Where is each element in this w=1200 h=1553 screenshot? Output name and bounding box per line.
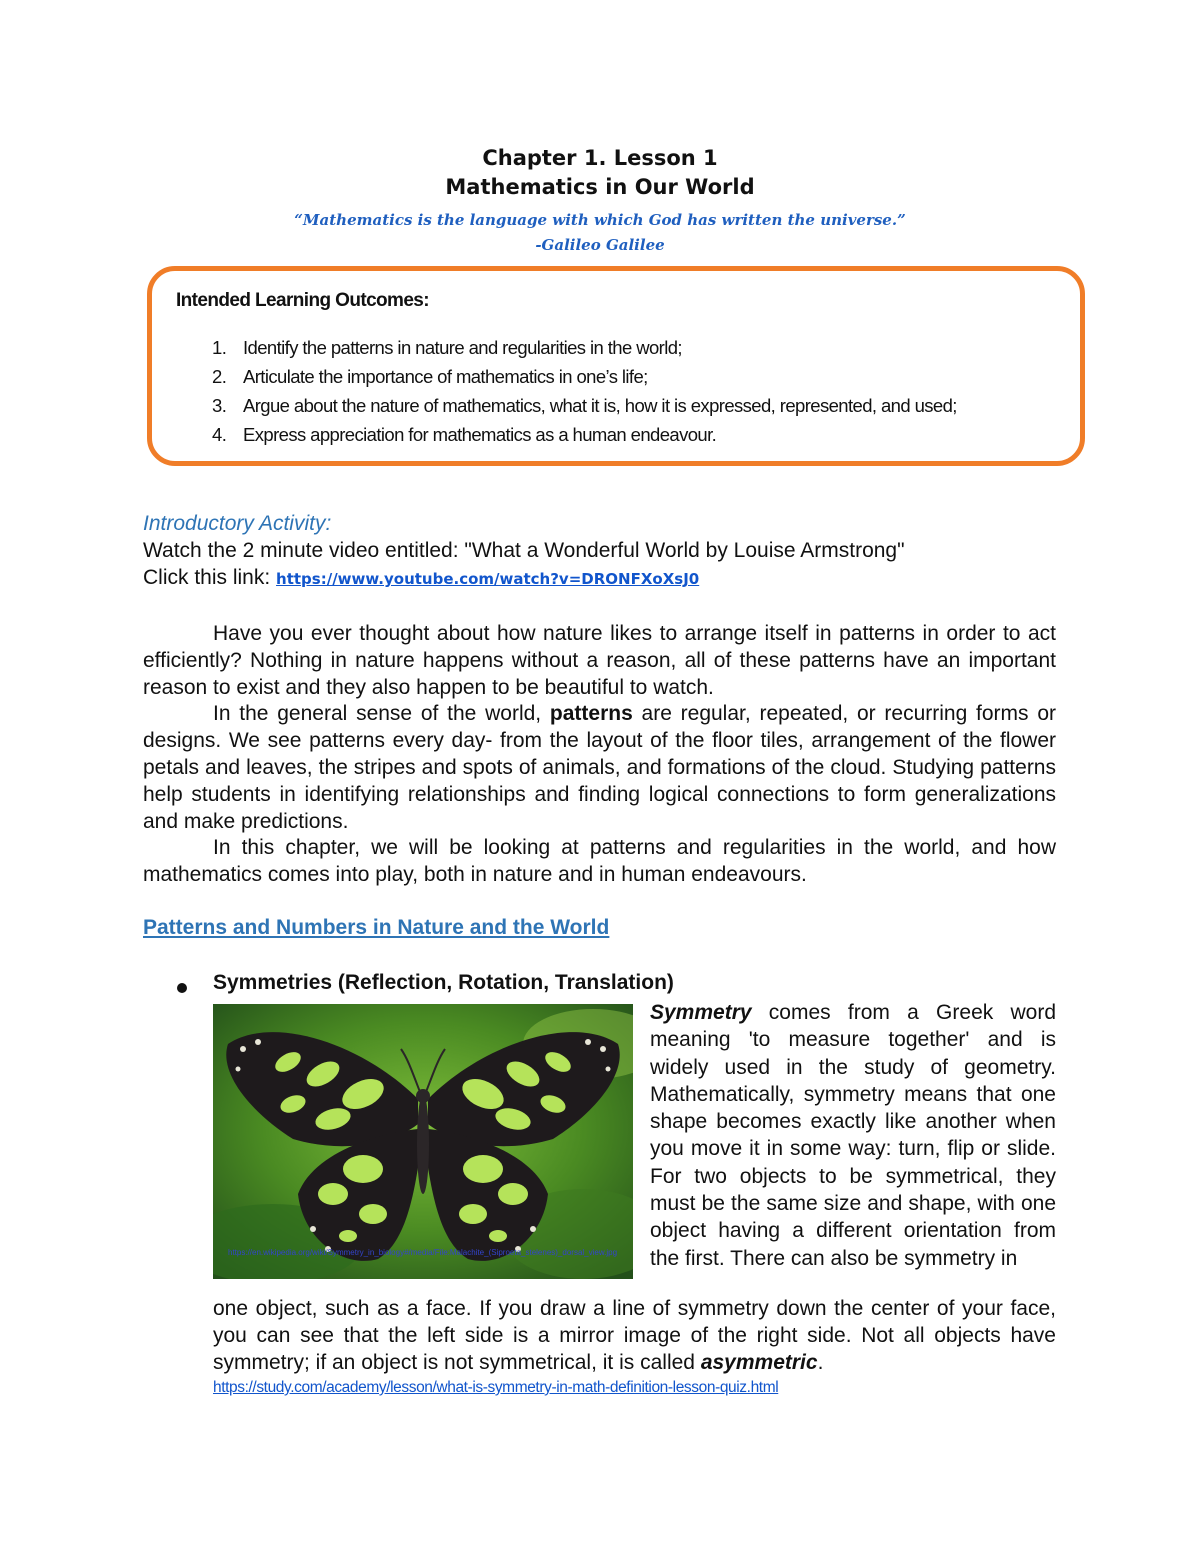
outcome-number: 3. bbox=[212, 395, 227, 416]
click-label: Click this link: bbox=[143, 566, 277, 589]
outcome-item bbox=[212, 395, 957, 417]
quote-text: “Mathematics is the language with which God has written the universe.” bbox=[294, 211, 906, 229]
intro-watch-text: Watch the 2 minute video entitled: "What a Wonderful World by Louise Armstrong" bbox=[143, 539, 905, 562]
outcome-text: Argue about the nature of mathematics, what it is, how it is expressed, represented, and used; bbox=[243, 395, 957, 416]
paragraph-3: In this chapter, we will be looking at patterns and regularities in the world, and how mathematics comes into play, both in nature and in human endeavours. bbox=[143, 836, 1056, 887]
wrap-end: . bbox=[817, 1350, 824, 1374]
outcome-text: Express appreciation for mathematics as a human endeavour. bbox=[243, 424, 717, 445]
section-heading: Patterns and Numbers in Nature and the World bbox=[143, 916, 610, 939]
image-caption: https://en.wikipedia.org/wiki/Symmetry_in_biology#/media/File:Malachite_(Siproeta_stelenes)_dorsal_view.jpg bbox=[228, 1248, 618, 1257]
paragraph-2 bbox=[143, 701, 1056, 835]
outcome-item bbox=[212, 366, 648, 388]
youtube-link[interactable]: https://www.youtube.com/watch?v=DRONFXoXsJ0 bbox=[276, 570, 700, 588]
intro-heading: Introductory Activity: bbox=[143, 512, 332, 535]
body-text bbox=[143, 621, 1056, 889]
outcome-number: 1. bbox=[212, 337, 227, 358]
wrap-text: one object, such as a face. If you draw a line of symmetry down the center of your face, you can see that the left side is a mirror image of the right side. Not all objects have symmetry; if an object is not symmetrical, it is called bbox=[213, 1297, 1056, 1374]
bullet-title: Symmetries (Reflection, Rotation, Translation) bbox=[213, 971, 674, 994]
asymmetric-term: asymmetric bbox=[700, 1350, 818, 1374]
symmetry-side-text bbox=[650, 999, 1056, 1272]
patterns-term: patterns bbox=[549, 702, 633, 726]
outcome-number: 4. bbox=[212, 424, 227, 445]
outcome-text: Articulate the importance of mathematics in one’s life; bbox=[243, 366, 648, 387]
outcome-item bbox=[212, 424, 716, 446]
intro-link-line bbox=[143, 566, 699, 590]
outcome-number: 2. bbox=[212, 366, 227, 387]
chapter-label: Chapter 1. Lesson 1 bbox=[482, 146, 718, 170]
p2-text-before: In the general sense of the world, bbox=[213, 702, 550, 726]
paragraph-1: Have you ever thought about how nature likes to arrange itself in patterns in order to act efficiently? Nothing in nature happens without a reason, all of these patterns have an important reason to exist and they also happen to be beautiful to watch. bbox=[143, 622, 1056, 699]
butterfly-image bbox=[213, 1004, 633, 1279]
butterfly-illustration bbox=[213, 1004, 633, 1279]
outcome-item bbox=[212, 337, 682, 359]
symmetry-term: Symmetry bbox=[650, 1001, 752, 1024]
quote-author: -Galileo Galilee bbox=[535, 236, 665, 254]
page-title: Mathematics in Our World bbox=[445, 175, 755, 199]
p2-text-after: are regular, repeated, or recurring forms or designs. We see patterns every day- from the layout of the floor tiles, arrangement of the flower petals and leaves, the stripes and spots of animals, and formations of the cloud. Studying patterns help students in identifying relationships and finding logical connections to form generalizations and make predictions. bbox=[143, 702, 1056, 833]
outcome-text: Identify the patterns in nature and regularities in the world; bbox=[243, 337, 682, 358]
symmetry-description: comes from a Greek word meaning 'to measure together' and is widely used in the study of geometry. Mathematically, symmetry means that one shape becomes exactly like another when you move it in some way: turn, flip or slide. For two objects to be symmetrical, they must be the same size and shape, with one object having a different orientation from the first. There can also be symmetry in bbox=[650, 1001, 1056, 1270]
study-link[interactable]: https://study.com/academy/lesson/what-is-symmetry-in-math-definition-lesson-quiz.html bbox=[213, 1379, 779, 1396]
bullet-dot bbox=[177, 983, 187, 993]
outcomes-title: Intended Learning Outcomes: bbox=[176, 290, 429, 311]
symmetry-wrap-text bbox=[213, 1296, 1056, 1376]
